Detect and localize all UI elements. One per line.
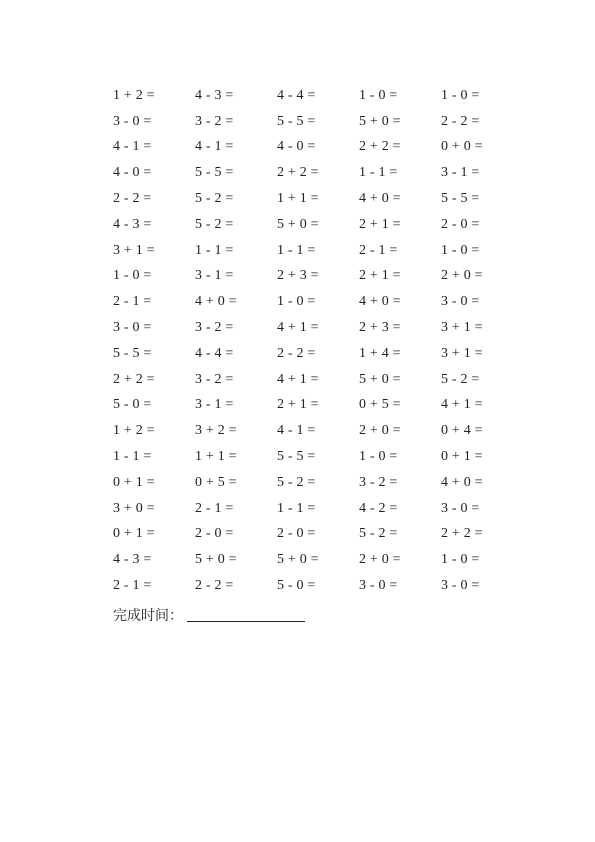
arithmetic-problem: 1 - 0 =: [113, 268, 152, 284]
arithmetic-problem: 1 - 0 =: [441, 242, 480, 258]
arithmetic-problem: 3 - 1 =: [195, 268, 234, 284]
arithmetic-problem: 2 - 1 =: [113, 294, 152, 310]
problem-row: [113, 496, 513, 522]
arithmetic-problem: 5 + 0 =: [277, 216, 319, 232]
arithmetic-problem: 5 - 0 =: [113, 397, 152, 413]
arithmetic-problem: 4 - 3 =: [113, 216, 152, 232]
arithmetic-problem: 5 + 0 =: [277, 552, 319, 568]
problem-row: [113, 393, 513, 419]
arithmetic-problem: 3 - 2 =: [195, 320, 234, 336]
arithmetic-problem: 2 - 0 =: [195, 526, 234, 542]
arithmetic-problem: 4 + 0 =: [359, 191, 401, 207]
arithmetic-problem: 2 + 3 =: [359, 320, 401, 336]
arithmetic-problem: 3 + 1 =: [441, 320, 483, 336]
arithmetic-problem: 5 - 5 =: [441, 191, 480, 207]
arithmetic-problem: 3 + 1 =: [113, 242, 155, 258]
arithmetic-problem: 0 + 5 =: [195, 474, 237, 490]
arithmetic-problem: 3 - 0 =: [441, 294, 480, 310]
problem-row: [113, 264, 513, 290]
problem-row: [113, 418, 513, 444]
arithmetic-problem: 1 - 0 =: [441, 87, 480, 103]
arithmetic-problem: 4 - 3 =: [113, 552, 152, 568]
arithmetic-problem: 5 - 5 =: [277, 113, 316, 129]
arithmetic-problem: 3 - 2 =: [195, 371, 234, 387]
arithmetic-problem: 2 - 2 =: [277, 345, 316, 361]
arithmetic-problem: 2 + 2 =: [441, 526, 483, 542]
arithmetic-problem: 5 + 0 =: [359, 113, 401, 129]
arithmetic-problem: 3 - 0 =: [359, 578, 398, 594]
arithmetic-problem: 3 - 2 =: [195, 113, 234, 129]
arithmetic-problem: 3 - 0 =: [113, 320, 152, 336]
arithmetic-problem: 0 + 1 =: [113, 474, 155, 490]
arithmetic-problem: 3 - 1 =: [195, 397, 234, 413]
arithmetic-problem: 1 - 0 =: [277, 294, 316, 310]
problem-row: [113, 212, 513, 238]
arithmetic-problem: 2 + 0 =: [359, 552, 401, 568]
arithmetic-problem: 0 + 1 =: [113, 526, 155, 542]
arithmetic-problem: 0 + 5 =: [359, 397, 401, 413]
arithmetic-problem: 2 - 1 =: [359, 242, 398, 258]
problem-row: [113, 160, 513, 186]
arithmetic-problem: 3 + 2 =: [195, 423, 237, 439]
arithmetic-problem: 2 + 0 =: [359, 423, 401, 439]
arithmetic-problem: 2 + 2 =: [277, 165, 319, 181]
arithmetic-problem: 4 - 1 =: [113, 139, 152, 155]
arithmetic-problem: 1 - 1 =: [113, 449, 152, 465]
arithmetic-problem: 2 - 2 =: [195, 578, 234, 594]
arithmetic-problem: 5 + 0 =: [359, 371, 401, 387]
problem-row: [113, 238, 513, 264]
arithmetic-problem: 5 - 2 =: [195, 191, 234, 207]
arithmetic-problem: 1 + 2 =: [113, 87, 155, 103]
arithmetic-problem: 2 - 1 =: [113, 578, 152, 594]
arithmetic-problem: 2 - 0 =: [441, 216, 480, 232]
arithmetic-problem: 2 + 1 =: [359, 216, 401, 232]
arithmetic-problem: 5 - 2 =: [195, 216, 234, 232]
arithmetic-problem: 4 + 0 =: [441, 474, 483, 490]
arithmetic-problem: 3 - 0 =: [441, 500, 480, 516]
arithmetic-problem: 2 - 2 =: [441, 113, 480, 129]
arithmetic-problem: 3 - 0 =: [441, 578, 480, 594]
arithmetic-problem: 5 - 5 =: [113, 345, 152, 361]
arithmetic-problem: 2 + 2 =: [359, 139, 401, 155]
arithmetic-problem: 1 - 0 =: [441, 552, 480, 568]
arithmetic-problem: 3 + 0 =: [113, 500, 155, 516]
arithmetic-problem: 4 - 3 =: [195, 87, 234, 103]
arithmetic-problem: 3 - 0 =: [113, 113, 152, 129]
problem-row: [113, 367, 513, 393]
arithmetic-problem: 4 + 1 =: [277, 320, 319, 336]
completion-time-blank: [187, 607, 305, 622]
arithmetic-problem: 1 - 1 =: [359, 165, 398, 181]
arithmetic-problem: 2 + 3 =: [277, 268, 319, 284]
arithmetic-problem: 5 - 2 =: [441, 371, 480, 387]
arithmetic-problem: 5 - 5 =: [195, 165, 234, 181]
arithmetic-problem: 1 + 1 =: [195, 449, 237, 465]
arithmetic-problem: 1 - 1 =: [277, 500, 316, 516]
arithmetic-worksheet: [113, 83, 513, 625]
arithmetic-problem: 4 + 1 =: [441, 397, 483, 413]
arithmetic-problem: 3 + 1 =: [441, 345, 483, 361]
arithmetic-problem: 2 + 1 =: [277, 397, 319, 413]
completion-time-line: [113, 605, 513, 625]
arithmetic-problem: 2 - 1 =: [195, 500, 234, 516]
arithmetic-problem: 1 + 1 =: [277, 191, 319, 207]
arithmetic-problem: 2 - 2 =: [113, 191, 152, 207]
problem-row: [113, 444, 513, 470]
problem-row: [113, 315, 513, 341]
arithmetic-problem: 1 - 0 =: [359, 449, 398, 465]
arithmetic-problem: 4 - 4 =: [195, 345, 234, 361]
problem-row: [113, 341, 513, 367]
arithmetic-problem: 3 - 1 =: [441, 165, 480, 181]
arithmetic-problem: 5 + 0 =: [195, 552, 237, 568]
arithmetic-problem: 2 + 2 =: [113, 371, 155, 387]
arithmetic-problem: 1 + 4 =: [359, 345, 401, 361]
problem-row: [113, 289, 513, 315]
arithmetic-problem: 4 + 0 =: [359, 294, 401, 310]
problem-row: [113, 83, 513, 109]
arithmetic-problem: 4 - 1 =: [195, 139, 234, 155]
arithmetic-problem: 0 + 4 =: [441, 423, 483, 439]
arithmetic-problem: 1 - 1 =: [277, 242, 316, 258]
arithmetic-problem: 3 - 2 =: [359, 474, 398, 490]
arithmetic-problem: 4 - 0 =: [113, 165, 152, 181]
completion-time-label: 完成时间：: [113, 607, 183, 624]
arithmetic-problem: 4 - 1 =: [277, 423, 316, 439]
problem-row: [113, 135, 513, 161]
arithmetic-problem: 4 - 2 =: [359, 500, 398, 516]
arithmetic-problem: 1 - 1 =: [195, 242, 234, 258]
arithmetic-problem: 5 - 0 =: [277, 578, 316, 594]
arithmetic-problem: 4 - 4 =: [277, 87, 316, 103]
arithmetic-problem: 5 - 2 =: [277, 474, 316, 490]
problem-row: [113, 547, 513, 573]
problem-row: [113, 109, 513, 135]
arithmetic-problem: 5 - 2 =: [359, 526, 398, 542]
arithmetic-problem: 5 - 5 =: [277, 449, 316, 465]
arithmetic-problem: 2 + 0 =: [441, 268, 483, 284]
arithmetic-problem: 4 + 0 =: [195, 294, 237, 310]
arithmetic-problem: 4 - 0 =: [277, 139, 316, 155]
arithmetic-problem: 1 + 2 =: [113, 423, 155, 439]
arithmetic-problem: 0 + 0 =: [441, 139, 483, 155]
arithmetic-problem: 4 + 1 =: [277, 371, 319, 387]
arithmetic-problem: 1 - 0 =: [359, 87, 398, 103]
arithmetic-problem: 2 - 0 =: [277, 526, 316, 542]
problem-row: [113, 522, 513, 548]
problem-row: [113, 573, 513, 599]
arithmetic-problem: 0 + 1 =: [441, 449, 483, 465]
arithmetic-problem: 2 + 1 =: [359, 268, 401, 284]
problem-row: [113, 470, 513, 496]
problem-grid: [113, 83, 513, 599]
problem-row: [113, 186, 513, 212]
